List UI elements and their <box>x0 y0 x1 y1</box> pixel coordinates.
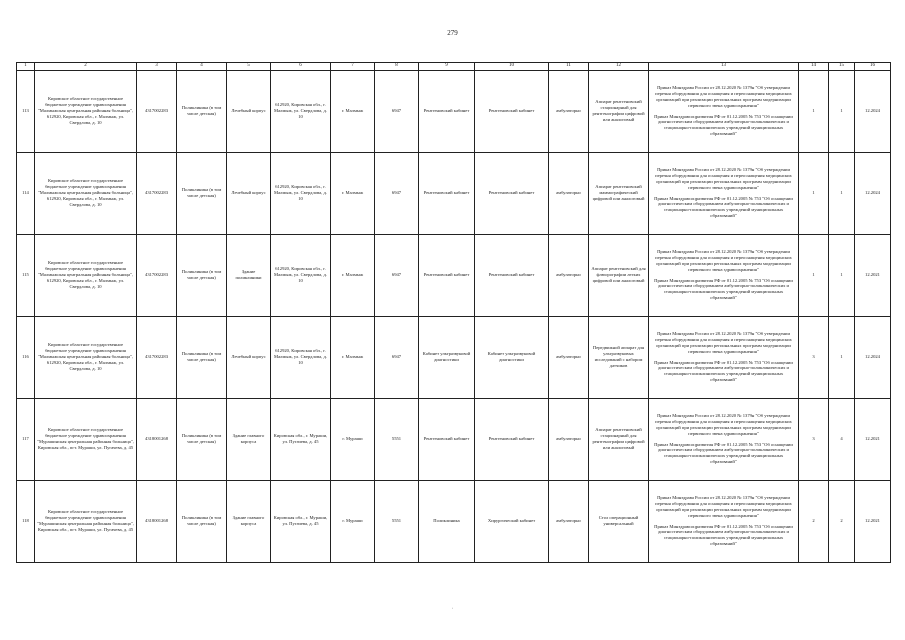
cell-col-16: 12.2024 <box>855 152 891 234</box>
cell-col-3: 4317002283 <box>137 70 177 152</box>
cell-col-14: 3 <box>799 316 829 398</box>
cell-col-14: 3 <box>799 398 829 480</box>
cell-col-9: Рентгеновский кабинет <box>419 398 475 480</box>
legal-basis-order-1379n: Приказ Минздрава России от 28.12.2020 № 1379н "Об утверждении перечня оборудования для оснащения и переоснащения медицинских организаций при реализации региональных программ модернизации первичного звена здравоохранения" <box>655 166 792 190</box>
legal-basis-order-753: Приказ Минздравсоцразвития РФ от 01.12.2005 № 753 "Об оснащении диагностическим оборудованием амбулаторно-поликлинических и стационарно-поликлинических учреждений муниципальных образований" <box>654 441 793 465</box>
cell-col-3: 4317002283 <box>137 152 177 234</box>
legal-basis-order-1379n: Приказ Минздрава России от 28.12.2020 № 1379н "Об утверждении перечня оборудования для оснащения и переоснащения медицинских организаций при реализации региональных программ модернизации первичного звена здравоохранения" <box>655 84 792 108</box>
legal-basis-order-1379n: Приказ Минздрава России от 28.12.2020 № 1379н "Об утверждении перечня оборудования для оснащения и переоснащения медицинских организаций при реализации региональных программ модернизации первичного звена здравоохранения" <box>655 248 792 272</box>
cell-legal-basis <box>649 480 799 562</box>
column-header-6: 6 <box>271 63 331 71</box>
cell-col-3: 4318001268 <box>137 398 177 480</box>
cell-col-9: Поликлиника <box>419 480 475 562</box>
cell-col-14: 1 <box>799 234 829 316</box>
cell-col-15: 2 <box>829 480 855 562</box>
cell-col-2: Кировское областное государственное бюджетное учреждение здравоохранения "Малмыжская центральная районная больница", 612920, Кировская обл., г. Малмыж, ул. Свердлова, д. 10 <box>35 234 137 316</box>
cell-col-6: 612920, Кировская обл., г. Малмыж, ул. Свердлова, д. 10 <box>271 234 331 316</box>
cell-col-16: 12.2024 <box>855 70 891 152</box>
cell-col-15: 1 <box>829 70 855 152</box>
cell-col-6: Кировская обл., г. Мураши, ул. Пугачева, д. 45 <box>271 480 331 562</box>
legal-basis-order-753: Приказ Минздравсоцразвития РФ от 01.12.2005 № 753 "Об оснащении диагностическим оборудованием амбулаторно-поликлинических и стационарно-поликлинических учреждений муниципальных образований" <box>654 359 793 383</box>
cell-col-4: Поликлиника (в том числе детская) <box>177 316 227 398</box>
cell-col-6: Кировская обл., г. Мураши, ул. Пугачева, д. 45 <box>271 398 331 480</box>
cell-col-2: Кировское областное государственное бюджетное учреждение здравоохранения "Малмыжская центральная районная больница", 612920, Кировская обл., г. Малмыж, ул. Свердлова, д. 10 <box>35 70 137 152</box>
cell-col-4: Поликлиника (в том числе детская) <box>177 70 227 152</box>
cell-col-9: Рентгеновский кабинет <box>419 234 475 316</box>
table-row <box>17 152 891 234</box>
cell-col-11: амбулаторно <box>549 316 589 398</box>
cell-col-14: 1 <box>799 152 829 234</box>
cell-col-4: Поликлиника (в том числе детская) <box>177 480 227 562</box>
column-header-13: 13 <box>649 63 799 71</box>
cell-col-15: 4 <box>829 398 855 480</box>
legal-basis-order-753: Приказ Минздравсоцразвития РФ от 01.12.2005 № 753 "Об оснащении диагностическим оборудованием амбулаторно-поликлинических и стационарно-поликлинических учреждений муниципальных образований" <box>654 195 793 219</box>
cell-col-5: Лечебный корпус <box>227 316 271 398</box>
cell-col-9: Рентгеновский кабинет <box>419 152 475 234</box>
cell-col-9: Рентгеновский кабинет <box>419 70 475 152</box>
column-header-16: 16 <box>855 63 891 71</box>
cell-col-8: 5551 <box>375 480 419 562</box>
cell-col-12: Аппарат рентгеновский стационарный для рентгенографии цифровой или аналоговый <box>589 398 649 480</box>
cell-col-14: 1 <box>799 70 829 152</box>
legal-basis-order-753: Приказ Минздравсоцразвития РФ от 01.12.2005 № 753 "Об оснащении диагностическим оборудованием амбулаторно-поликлинических и стационарно-поликлинических учреждений муниципальных образований" <box>654 277 793 301</box>
cell-col-8: 6947 <box>375 234 419 316</box>
cell-col-10: Кабинет ультразвуковой диагностики <box>475 316 549 398</box>
table-row <box>17 480 891 562</box>
table-row <box>17 234 891 316</box>
cell-col-3: 4317002283 <box>137 316 177 398</box>
cell-col-7: г. Мураши <box>331 398 375 480</box>
legal-basis-order-1379n: Приказ Минздрава России от 28.12.2020 № 1379н "Об утверждении перечня оборудования для оснащения и переоснащения медицинских организаций при реализации региональных программ модернизации первичного звена здравоохранения" <box>655 412 792 436</box>
cell-col-1: 118 <box>17 480 35 562</box>
cell-col-16: 12.2021 <box>855 234 891 316</box>
cell-col-5: Лечебный корпус <box>227 152 271 234</box>
cell-col-10: Рентгеновский кабинет <box>475 152 549 234</box>
cell-col-12: Аппарат рентгеновский стационарный для рентгенографии цифровой или аналоговый <box>589 70 649 152</box>
cell-col-10: Рентгеновский кабинет <box>475 234 549 316</box>
cell-col-11: амбулаторно <box>549 70 589 152</box>
column-header-10: 10 <box>475 63 549 71</box>
cell-col-2: Кировское областное государственное бюджетное учреждение здравоохранения "Малмыжская центральная районная больница", 612920, Кировская обл., г. Малмыж, ул. Свердлова, д. 10 <box>35 316 137 398</box>
cell-col-3: 4318001268 <box>137 480 177 562</box>
column-header-12: 12 <box>589 63 649 71</box>
cell-col-12: Стол операционный универсальный <box>589 480 649 562</box>
column-header-4: 4 <box>177 63 227 71</box>
cell-col-14: 2 <box>799 480 829 562</box>
column-header-14: 14 <box>799 63 829 71</box>
cell-legal-basis <box>649 70 799 152</box>
cell-col-7: г. Малмыж <box>331 70 375 152</box>
cell-col-1: 113 <box>17 70 35 152</box>
cell-legal-basis <box>649 316 799 398</box>
cell-legal-basis <box>649 152 799 234</box>
cell-col-2: Кировское областное государственное бюджетное учреждение здравоохранения "Малмыжская центральная районная больница", 612920, Кировская обл., г. Малмыж, ул. Свердлова, д. 10 <box>35 152 137 234</box>
cell-col-1: 115 <box>17 234 35 316</box>
table-row <box>17 70 891 152</box>
cell-col-6: 612920, Кировская обл., г. Малмыж, ул. Свердлова, д. 10 <box>271 152 331 234</box>
header-row <box>17 63 891 71</box>
cell-col-10: Рентгеновский кабинет <box>475 70 549 152</box>
column-header-2: 2 <box>35 63 137 71</box>
cell-col-4: Поликлиника (в том числе детская) <box>177 234 227 316</box>
table-row <box>17 398 891 480</box>
cell-legal-basis <box>649 234 799 316</box>
cell-col-2: Кировское областное государственное бюджетное учреждение здравоохранения "Мурашинская центральная районная больница", Кировская обл., пгт. Мураши, ул. Пугачева, д. 45 <box>35 480 137 562</box>
cell-col-16: 12.2024 <box>855 316 891 398</box>
column-header-15: 15 <box>829 63 855 71</box>
column-header-1: 1 <box>17 63 35 71</box>
cell-col-5: Лечебный корпус <box>227 70 271 152</box>
cell-col-16: 12.2021 <box>855 480 891 562</box>
cell-col-8: 6947 <box>375 152 419 234</box>
legal-basis-order-1379n: Приказ Минздрава России от 28.12.2020 № 1379н "Об утверждении перечня оборудования для оснащения и переоснащения медицинских организаций при реализации региональных программ модернизации первичного звена здравоохранения" <box>655 330 792 354</box>
cell-col-12: Аппарат рентгеновский маммографический цифровой или аналоговый <box>589 152 649 234</box>
cell-col-10: Рентгеновский кабинет <box>475 398 549 480</box>
cell-col-10: Хирургический кабинет <box>475 480 549 562</box>
cell-legal-basis <box>649 398 799 480</box>
cell-col-2: Кировское областное государственное бюджетное учреждение здравоохранения "Мурашинская центральная районная больница", Кировская обл., пгт. Мураши, ул. Пугачева, д. 45 <box>35 398 137 480</box>
cell-col-12: Передвижной аппарат для ультразвуковых исследований с набором датчиков <box>589 316 649 398</box>
legal-basis-order-753: Приказ Минздравсоцразвития РФ от 01.12.2005 № 753 "Об оснащении диагностическим оборудованием амбулаторно-поликлинических и стационарно-поликлинических учреждений муниципальных образований" <box>654 523 793 547</box>
cell-col-7: г. Малмыж <box>331 316 375 398</box>
legal-basis-order-753: Приказ Минздравсоцразвития РФ от 01.12.2005 № 753 "Об оснащении диагностическим оборудованием амбулаторно-поликлинических и стационарно-поликлинических учреждений муниципальных образований" <box>654 113 793 137</box>
cell-col-8: 6947 <box>375 316 419 398</box>
cell-col-7: г. Мураши <box>331 480 375 562</box>
column-header-3: 3 <box>137 63 177 71</box>
cell-col-11: амбулаторно <box>549 234 589 316</box>
column-header-9: 9 <box>419 63 475 71</box>
cell-col-6: 612920, Кировская обл., г. Малмыж, ул. Свердлова, д. 10 <box>271 316 331 398</box>
cell-col-7: г. Малмыж <box>331 234 375 316</box>
cell-col-11: амбулаторно <box>549 480 589 562</box>
scan-mark: · <box>451 606 454 612</box>
cell-col-15: 1 <box>829 234 855 316</box>
column-header-11: 11 <box>549 63 589 71</box>
cell-col-11: амбулаторно <box>549 398 589 480</box>
cell-col-11: амбулаторно <box>549 152 589 234</box>
cell-col-5: Здание главного корпуса <box>227 480 271 562</box>
cell-col-15: 1 <box>829 152 855 234</box>
column-header-5: 5 <box>227 63 271 71</box>
cell-col-1: 117 <box>17 398 35 480</box>
cell-col-1: 114 <box>17 152 35 234</box>
cell-col-5: Здание главного корпуса <box>227 398 271 480</box>
cell-col-4: Поликлиника (в том числе детская) <box>177 152 227 234</box>
cell-col-4: Поликлиника (в том числе детская) <box>177 398 227 480</box>
cell-col-9: Кабинет ультразвуковой диагностики <box>419 316 475 398</box>
cell-col-8: 6947 <box>375 70 419 152</box>
cell-col-3: 4317002283 <box>137 234 177 316</box>
cell-col-8: 5551 <box>375 398 419 480</box>
cell-col-15: 1 <box>829 316 855 398</box>
table-row <box>17 316 891 398</box>
column-header-7: 7 <box>331 63 375 71</box>
page-number: 279 <box>447 29 458 37</box>
cell-col-16: 12.2021 <box>855 398 891 480</box>
cell-col-6: 612920, Кировская обл., г. Малмыж, ул. Свердлова, д. 10 <box>271 70 331 152</box>
cell-col-12: Аппарат рентгеновский для флюорографии легких цифровой или аналоговый <box>589 234 649 316</box>
cell-col-7: г. Малмыж <box>331 152 375 234</box>
cell-col-5: Здание поликлиники <box>227 234 271 316</box>
legal-basis-order-1379n: Приказ Минздрава России от 28.12.2020 № 1379н "Об утверждении перечня оборудования для оснащения и переоснащения медицинских организаций при реализации региональных программ модернизации первичного звена здравоохранения" <box>655 494 792 518</box>
cell-col-1: 116 <box>17 316 35 398</box>
column-header-8: 8 <box>375 63 419 71</box>
equipment-table <box>16 62 891 563</box>
